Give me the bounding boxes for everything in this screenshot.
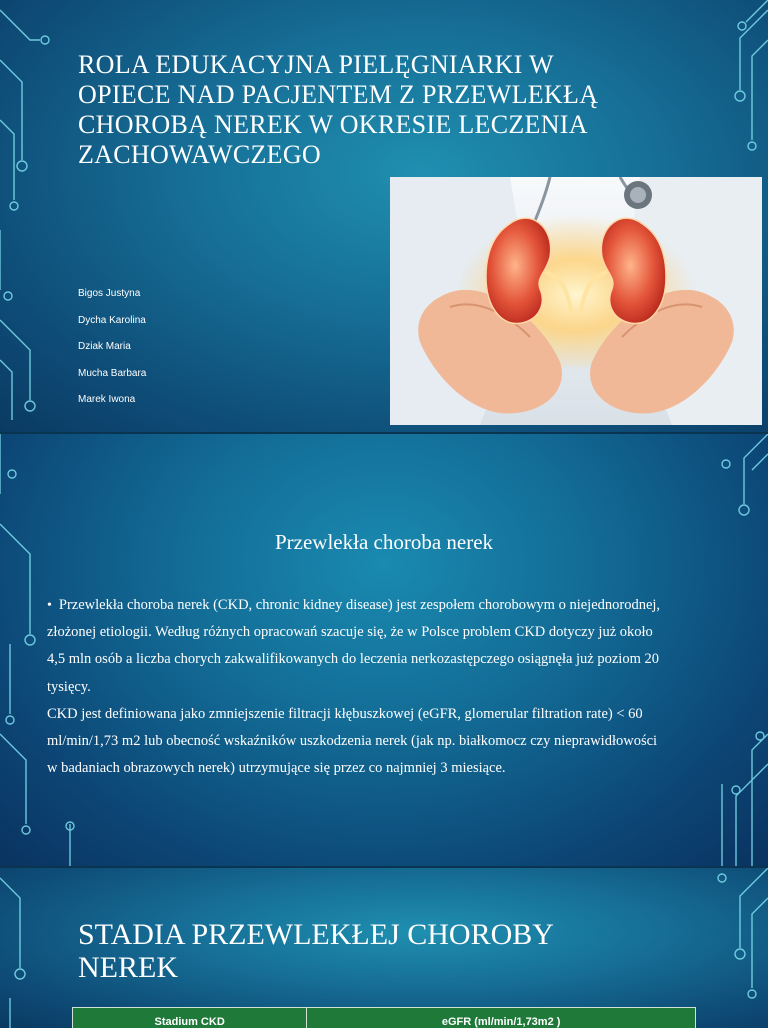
presentation-title: ROLA EDUKACYJNA PIELĘGNIARKI W OPIECE NAD PACJENTEM Z PRZEWLEKŁĄ CHOROBĄ NEREK W OKRESIE LECZENIA ZACHOWAWCZEGO	[78, 50, 638, 170]
slide-ckd-stages	[0, 868, 768, 1028]
author-name: Bigos Justyna	[78, 288, 146, 315]
paragraph-text: Przewlekła choroba nerek (CKD, chronic kidney disease) jest zespołem chorobowym o niejednorodnej, złożonej etiologii. Według różnych opracowań szacuje się, że w Polsce problem CKD dotyczy już około 4,5 mln osób a liczba chorych zakwalifikowanych do leczenia nerkozastępczego osiągnęła już poziom 20 tysięcy.	[47, 597, 660, 695]
author-name: Marek Iwona	[78, 394, 146, 421]
slide-ckd-definition	[0, 434, 768, 866]
slide-heading: STADIA PRZEWLEKŁEJ CHOROBY NEREK	[78, 918, 638, 984]
author-list	[78, 288, 146, 421]
author-name: Dziak Maria	[78, 341, 146, 368]
slide-heading: Przewlekła choroba nerek	[0, 530, 768, 555]
paragraph-text: CKD jest definiowana jako zmniejszenie filtracji kłębuszkowej (eGFR, glomerular filtration rate) < 60 ml/min/1,73 m2 lub obecność wskaźników uszkodzenia nerek (jak np. białkomocz czy nieprawidłowości w badaniach obrazowych nerek) utrzymujące się przez co najmniej 3 miesiące.	[47, 701, 667, 783]
ckd-description	[47, 592, 667, 782]
table-header-row	[73, 1008, 696, 1028]
slide-title	[0, 0, 768, 432]
author-name: Dycha Karolina	[78, 315, 146, 342]
column-header: Stadium CKD	[73, 1008, 307, 1028]
author-name: Mucha Barbara	[78, 368, 146, 395]
kidney-hands-photo	[390, 177, 762, 425]
column-header: eGFR (ml/min/1,73m2 )	[307, 1008, 696, 1028]
bullet-paragraph	[47, 592, 667, 701]
bullet-icon: •	[47, 598, 52, 613]
ckd-stages-table	[72, 1007, 696, 1028]
